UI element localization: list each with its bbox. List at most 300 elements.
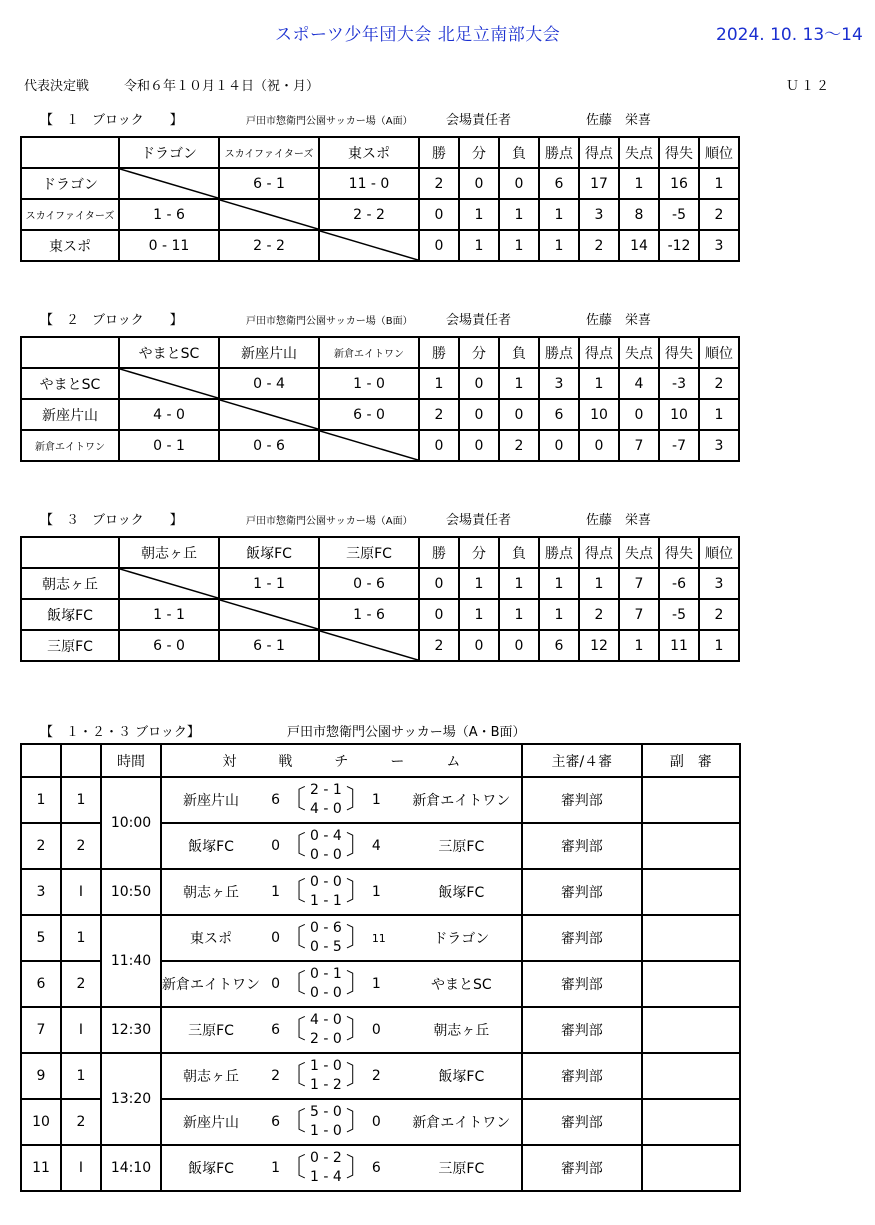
second-half-score: 2 - 0 <box>310 1031 342 1047</box>
home-team: 飯塚FC <box>161 823 260 869</box>
match-score: 2 - 2 <box>219 230 319 261</box>
away-total: 1 <box>372 961 402 1007</box>
match-score: 4 - 0 <box>119 399 219 430</box>
schedule-row <box>21 777 740 823</box>
half-scores <box>280 1053 372 1099</box>
home-team: 新座片山 <box>161 1099 260 1145</box>
half-scores <box>280 1007 372 1053</box>
stat-column-header: 勝点 <box>539 137 579 168</box>
team-row-name: 東スポ <box>21 230 119 261</box>
away-team: ドラゴン <box>402 915 522 961</box>
corner-cell <box>21 137 119 168</box>
home-total: 2 <box>260 1053 280 1099</box>
stat-value: 6 <box>539 630 579 661</box>
stat-column-header: 順位 <box>699 337 739 368</box>
stat-column-header: 分 <box>459 337 499 368</box>
away-total: 2 <box>372 1053 402 1099</box>
first-half-score: 1 - 0 <box>310 1058 342 1074</box>
team-row-name: スカイファイターズ <box>21 199 119 230</box>
right-bracket: 〕 <box>345 785 372 815</box>
stat-column-header: 勝点 <box>539 337 579 368</box>
match-score: 6 - 0 <box>119 630 219 661</box>
stat-column-header: 失点 <box>619 537 659 568</box>
first-half-score: 5 - 0 <box>310 1104 342 1120</box>
event-date: 令和６年１０月１４日（祝・月） <box>124 79 320 94</box>
away-team: 新倉エイトワン <box>402 777 522 823</box>
block-label: 【 ３ ブロック 】 <box>40 513 183 528</box>
schedule-header-row <box>21 744 740 777</box>
match-score: 1 - 6 <box>119 199 219 230</box>
right-bracket: 〕 <box>345 969 372 999</box>
away-total: 1 <box>372 777 402 823</box>
court-number: 2 <box>61 1099 101 1145</box>
team-row-name: やまとSC <box>21 368 119 399</box>
stat-value: 1 <box>499 599 539 630</box>
standings-row <box>21 430 739 461</box>
stat-value: 1 <box>499 368 539 399</box>
stat-value: 10 <box>659 399 699 430</box>
away-total: 4 <box>372 823 402 869</box>
stat-value: 0 <box>579 430 619 461</box>
referee: 審判部 <box>522 1007 642 1053</box>
corner-cell <box>21 537 119 568</box>
kickoff-time: 13:20 <box>101 1053 161 1145</box>
assistant-referee <box>642 915 740 961</box>
right-bracket: 〕 <box>345 1153 372 1183</box>
document-title: スポーツ少年団大会 北足立南部大会 <box>275 25 561 45</box>
stat-value: 1 <box>579 568 619 599</box>
match-score: 0 - 4 <box>219 368 319 399</box>
stat-value: 0 <box>459 630 499 661</box>
first-half-score: 0 - 1 <box>310 966 342 982</box>
standings-row <box>21 368 739 399</box>
stat-value: 1 <box>539 230 579 261</box>
second-half-score: 1 - 0 <box>310 1123 342 1139</box>
match-score: 6 - 1 <box>219 630 319 661</box>
block-label: 【 ２ ブロック 】 <box>40 313 183 328</box>
right-bracket: 〕 <box>345 877 372 907</box>
team-row-name: 新倉エイトワン <box>21 430 119 461</box>
stat-column-header: 負 <box>499 337 539 368</box>
team-row-name: ドラゴン <box>21 168 119 199</box>
manager-label: 会場責任者 <box>446 513 512 528</box>
stat-column-header: 負 <box>499 137 539 168</box>
stat-value: 0 <box>419 599 459 630</box>
half-scores <box>280 777 372 823</box>
stat-column-header: 分 <box>459 137 499 168</box>
header-referee: 主審/４審 <box>522 744 642 777</box>
home-total: 6 <box>260 1007 280 1053</box>
stat-column-header: 得失 <box>659 337 699 368</box>
stat-value: 1 <box>579 368 619 399</box>
schedule-row <box>21 1053 740 1099</box>
away-team: 新倉エイトワン <box>402 1099 522 1145</box>
stat-value: 3 <box>699 430 739 461</box>
stat-column-header: 失点 <box>619 137 659 168</box>
first-half-score: 2 - 1 <box>310 782 342 798</box>
away-team: 飯塚FC <box>402 869 522 915</box>
home-team: 飯塚FC <box>161 1145 260 1191</box>
stat-value: 3 <box>699 568 739 599</box>
self-match-cell <box>319 430 419 461</box>
schedule-row <box>21 1145 740 1191</box>
stat-column-header: 得点 <box>579 337 619 368</box>
second-half-score: 1 - 1 <box>310 893 342 909</box>
half-scores <box>280 961 372 1007</box>
stat-value: 6 <box>539 168 579 199</box>
away-total: 1 <box>372 869 402 915</box>
stat-column-header: 負 <box>499 537 539 568</box>
half-scores <box>280 869 372 915</box>
stat-value: 4 <box>619 368 659 399</box>
standings-table <box>20 336 740 462</box>
match-score: 1 - 0 <box>319 368 419 399</box>
stat-value: 0 <box>419 430 459 461</box>
court-number: 2 <box>61 961 101 1007</box>
team-row-name: 三原FC <box>21 630 119 661</box>
stat-value: 11 <box>659 630 699 661</box>
self-match-cell <box>219 399 319 430</box>
schedule-row <box>21 915 740 961</box>
team-row-name: 朝志ヶ丘 <box>21 568 119 599</box>
age-category: Ｕ１２ <box>786 79 832 94</box>
match-score: 0 - 1 <box>119 430 219 461</box>
stat-column-header: 勝 <box>419 537 459 568</box>
self-match-cell <box>219 199 319 230</box>
manager-label: 会場責任者 <box>446 313 512 328</box>
right-bracket: 〕 <box>345 1107 372 1137</box>
home-team: 朝志ヶ丘 <box>161 1053 260 1099</box>
court-number: 1 <box>61 915 101 961</box>
stat-value: 3 <box>699 230 739 261</box>
left-bracket: 〔 <box>280 877 307 907</box>
stat-value: -12 <box>659 230 699 261</box>
home-total: 0 <box>260 823 280 869</box>
standings-row <box>21 630 739 661</box>
stat-value: 0 <box>619 399 659 430</box>
court-number: 2 <box>61 823 101 869</box>
stat-value: 2 <box>419 630 459 661</box>
home-total: 0 <box>260 961 280 1007</box>
assistant-referee <box>642 869 740 915</box>
stat-value: 1 <box>499 230 539 261</box>
match-score: 6 - 0 <box>319 399 419 430</box>
team-column-header: 東スポ <box>319 137 419 168</box>
stat-value: 17 <box>579 168 619 199</box>
away-team: 三原FC <box>402 823 522 869</box>
stat-value: 16 <box>659 168 699 199</box>
kickoff-time: 14:10 <box>101 1145 161 1191</box>
stat-value: 2 <box>699 199 739 230</box>
team-column-header: 飯塚FC <box>219 537 319 568</box>
home-total: 6 <box>260 777 280 823</box>
away-team: 飯塚FC <box>402 1053 522 1099</box>
tournament-date: 2024. 10. 13〜14 <box>716 25 863 45</box>
left-bracket: 〔 <box>280 1153 307 1183</box>
court-number: I <box>61 1007 101 1053</box>
match-score: 0 - 6 <box>219 430 319 461</box>
stat-value: 7 <box>619 430 659 461</box>
standings-table <box>20 536 740 662</box>
stat-column-header: 分 <box>459 537 499 568</box>
kickoff-time: 10:00 <box>101 777 161 869</box>
stat-value: 0 <box>499 168 539 199</box>
half-scores <box>280 1145 372 1191</box>
standings-header-row <box>21 137 739 168</box>
referee: 審判部 <box>522 915 642 961</box>
standings-table <box>20 136 740 262</box>
stat-value: 1 <box>499 568 539 599</box>
stat-value: 2 <box>419 168 459 199</box>
schedule-label: 【 １・２・３ ブロック】 <box>40 725 200 740</box>
stat-column-header: 順位 <box>699 137 739 168</box>
away-total: 11 <box>372 915 402 961</box>
assistant-referee <box>642 1007 740 1053</box>
home-team: 朝志ヶ丘 <box>161 869 260 915</box>
standings-row <box>21 599 739 630</box>
assistant-referee <box>642 823 740 869</box>
right-bracket: 〕 <box>345 923 372 953</box>
match-number: 10 <box>21 1099 61 1145</box>
stat-value: 1 <box>619 630 659 661</box>
self-match-cell <box>119 168 219 199</box>
stat-value: 0 <box>459 168 499 199</box>
stat-value: 0 <box>539 430 579 461</box>
away-team: 三原FC <box>402 1145 522 1191</box>
first-half-score: 0 - 6 <box>310 920 342 936</box>
standings-header-row <box>21 337 739 368</box>
right-bracket: 〕 <box>345 1015 372 1045</box>
stat-value: 1 <box>459 568 499 599</box>
header-match: 対 戦 チ ー ム <box>161 744 522 777</box>
stat-value: 2 <box>419 399 459 430</box>
first-half-score: 4 - 0 <box>310 1012 342 1028</box>
match-score: 1 - 1 <box>119 599 219 630</box>
block-venue: 戸田市惣衛門公園サッカー場（B面） <box>246 316 413 327</box>
kickoff-time: 11:40 <box>101 915 161 1007</box>
home-total: 6 <box>260 1099 280 1145</box>
stat-value: 12 <box>579 630 619 661</box>
stat-value: 1 <box>419 368 459 399</box>
team-column-header: 新座片山 <box>219 337 319 368</box>
stat-value: -7 <box>659 430 699 461</box>
stat-column-header: 失点 <box>619 337 659 368</box>
home-team: 新座片山 <box>161 777 260 823</box>
away-team: 朝志ヶ丘 <box>402 1007 522 1053</box>
right-bracket: 〕 <box>345 831 372 861</box>
team-column-header: ドラゴン <box>119 137 219 168</box>
stat-value: 3 <box>539 368 579 399</box>
manager-label: 会場責任者 <box>446 113 512 128</box>
team-column-header: 三原FC <box>319 537 419 568</box>
half-scores <box>280 823 372 869</box>
stat-value: 7 <box>619 568 659 599</box>
assistant-referee <box>642 1145 740 1191</box>
stat-value: 2 <box>579 230 619 261</box>
manager-name: 佐藤 栄喜 <box>586 513 652 528</box>
match-score: 0 - 6 <box>319 568 419 599</box>
block-venue: 戸田市惣衛門公園サッカー場（A面） <box>246 516 413 527</box>
stat-column-header: 得点 <box>579 137 619 168</box>
team-column-header: スカイファイターズ <box>219 137 319 168</box>
self-match-cell <box>219 599 319 630</box>
match-score: 1 - 6 <box>319 599 419 630</box>
stat-column-header: 勝 <box>419 137 459 168</box>
stat-value: -6 <box>659 568 699 599</box>
team-column-header: やまとSC <box>119 337 219 368</box>
right-bracket: 〕 <box>345 1061 372 1091</box>
stat-column-header: 得点 <box>579 537 619 568</box>
standings-row <box>21 568 739 599</box>
stat-column-header: 得失 <box>659 537 699 568</box>
match-number: 1 <box>21 777 61 823</box>
second-half-score: 0 - 5 <box>310 939 342 955</box>
half-scores <box>280 1099 372 1145</box>
stat-value: 7 <box>619 599 659 630</box>
left-bracket: 〔 <box>280 1061 307 1091</box>
away-team: やまとSC <box>402 961 522 1007</box>
stat-value: 0 <box>419 199 459 230</box>
home-total: 1 <box>260 1145 280 1191</box>
match-score: 11 - 0 <box>319 168 419 199</box>
stat-value: -3 <box>659 368 699 399</box>
second-half-score: 0 - 0 <box>310 847 342 863</box>
stat-column-header: 順位 <box>699 537 739 568</box>
home-total: 1 <box>260 869 280 915</box>
schedule-row <box>21 1007 740 1053</box>
stat-value: -5 <box>659 199 699 230</box>
stat-value: 2 <box>699 368 739 399</box>
referee: 審判部 <box>522 869 642 915</box>
match-number: 7 <box>21 1007 61 1053</box>
stat-value: 1 <box>539 599 579 630</box>
home-total: 0 <box>260 915 280 961</box>
match-number: 6 <box>21 961 61 1007</box>
second-half-score: 0 - 0 <box>310 985 342 1001</box>
assistant-referee <box>642 961 740 1007</box>
standings-row <box>21 168 739 199</box>
manager-name: 佐藤 栄喜 <box>586 113 652 128</box>
stat-column-header: 勝点 <box>539 537 579 568</box>
court-number: 1 <box>61 1053 101 1099</box>
away-total: 6 <box>372 1145 402 1191</box>
referee: 審判部 <box>522 777 642 823</box>
self-match-cell <box>319 230 419 261</box>
stat-value: 0 <box>459 368 499 399</box>
stat-value: -5 <box>659 599 699 630</box>
stat-value: 0 <box>419 568 459 599</box>
standings-row <box>21 399 739 430</box>
home-team: 三原FC <box>161 1007 260 1053</box>
stat-value: 6 <box>539 399 579 430</box>
stat-value: 1 <box>459 230 499 261</box>
stat-value: 1 <box>699 630 739 661</box>
team-row-name: 新座片山 <box>21 399 119 430</box>
header-court <box>61 744 101 777</box>
header-assistant: 副 審 <box>642 744 740 777</box>
stat-value: 8 <box>619 199 659 230</box>
court-number: I <box>61 1145 101 1191</box>
first-half-score: 0 - 0 <box>310 874 342 890</box>
left-bracket: 〔 <box>280 1015 307 1045</box>
match-number: 11 <box>21 1145 61 1191</box>
match-number: 5 <box>21 915 61 961</box>
team-column-header: 新倉エイトワン <box>319 337 419 368</box>
standings-header-row <box>21 537 739 568</box>
match-score: 6 - 1 <box>219 168 319 199</box>
match-number: 3 <box>21 869 61 915</box>
self-match-cell <box>119 368 219 399</box>
stat-value: 0 <box>459 399 499 430</box>
stat-value: 1 <box>499 199 539 230</box>
referee: 審判部 <box>522 823 642 869</box>
stat-value: 0 <box>459 430 499 461</box>
team-row-name: 飯塚FC <box>21 599 119 630</box>
stat-column-header: 勝 <box>419 337 459 368</box>
referee: 審判部 <box>522 1145 642 1191</box>
referee: 審判部 <box>522 1053 642 1099</box>
standings-row <box>21 230 739 261</box>
team-column-header: 朝志ヶ丘 <box>119 537 219 568</box>
stat-value: 1 <box>459 199 499 230</box>
court-number: 1 <box>61 777 101 823</box>
left-bracket: 〔 <box>280 923 307 953</box>
referee: 審判部 <box>522 961 642 1007</box>
block-venue: 戸田市惣衛門公園サッカー場（A面） <box>246 116 413 127</box>
schedule-row <box>21 869 740 915</box>
assistant-referee <box>642 1099 740 1145</box>
self-match-cell <box>319 630 419 661</box>
match-score: 0 - 11 <box>119 230 219 261</box>
assistant-referee <box>642 777 740 823</box>
stat-value: 0 <box>499 399 539 430</box>
stat-value: 1 <box>699 399 739 430</box>
second-half-score: 4 - 0 <box>310 801 342 817</box>
first-half-score: 0 - 2 <box>310 1150 342 1166</box>
home-team: 新倉エイトワン <box>161 961 260 1007</box>
header-no <box>21 744 61 777</box>
away-total: 0 <box>372 1099 402 1145</box>
match-number: 9 <box>21 1053 61 1099</box>
stat-value: 0 <box>419 230 459 261</box>
stat-value: 2 <box>499 430 539 461</box>
stat-value: 1 <box>619 168 659 199</box>
referee: 審判部 <box>522 1099 642 1145</box>
schedule-venue: 戸田市惣衛門公園サッカー場（A・B面） <box>287 725 526 740</box>
home-team: 東スポ <box>161 915 260 961</box>
left-bracket: 〔 <box>280 831 307 861</box>
self-match-cell <box>119 568 219 599</box>
stat-column-header: 得失 <box>659 137 699 168</box>
kickoff-time: 12:30 <box>101 1007 161 1053</box>
left-bracket: 〔 <box>280 969 307 999</box>
stat-value: 1 <box>539 199 579 230</box>
stat-value: 14 <box>619 230 659 261</box>
stat-value: 2 <box>699 599 739 630</box>
standings-row <box>21 199 739 230</box>
stat-value: 3 <box>579 199 619 230</box>
corner-cell <box>21 337 119 368</box>
block-label: 【 １ ブロック 】 <box>40 113 183 128</box>
half-scores <box>280 915 372 961</box>
first-half-score: 0 - 4 <box>310 828 342 844</box>
stat-value: 10 <box>579 399 619 430</box>
event-name: 代表決定戦 <box>24 79 90 94</box>
stat-value: 1 <box>699 168 739 199</box>
away-total: 0 <box>372 1007 402 1053</box>
left-bracket: 〔 <box>280 785 307 815</box>
left-bracket: 〔 <box>280 1107 307 1137</box>
